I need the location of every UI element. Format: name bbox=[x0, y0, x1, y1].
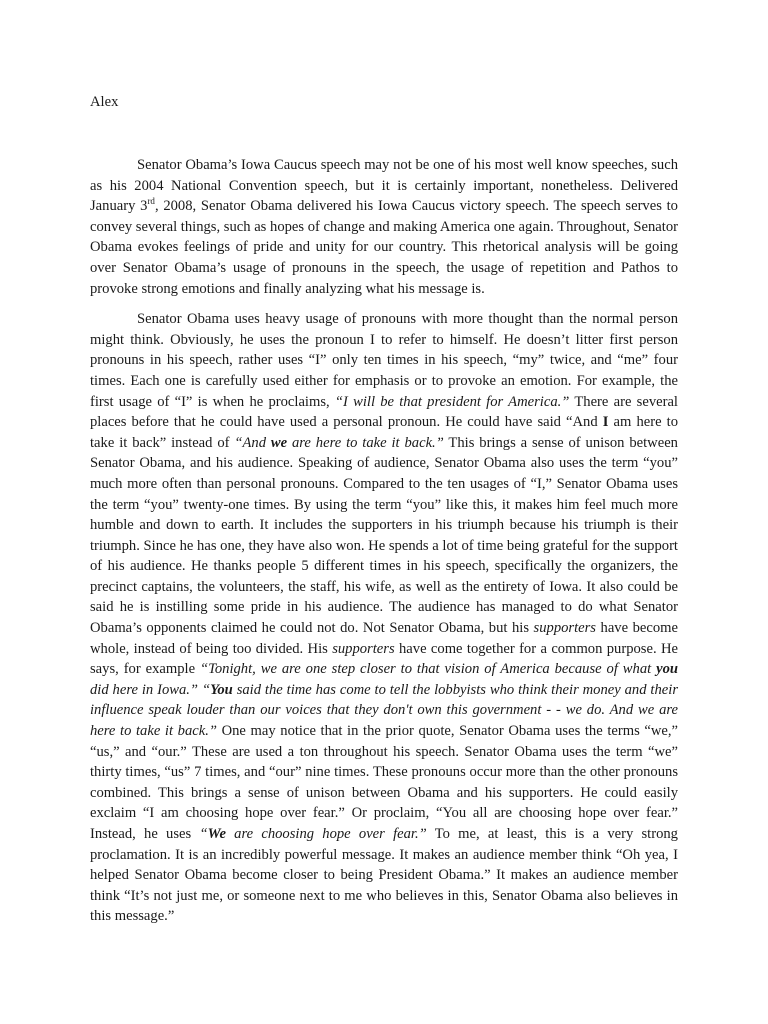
paragraph-2-text-7: One may notice that in the prior quote, Senator Obama uses the terms “we,” “us,” and “our.” These are used a ton throughout his speech. Senator Obama uses the term “we” thirty times, “us” 7 times, and “our” nine times. These pronouns occur more than the other pronouns combined. This brings a sense of unison between Obama and his supporters. He could easily exclaim “I am choosing hope over fear.” Or proclaim, “You all are choosing hope over fear.” Instead, he uses bbox=[90, 723, 678, 842]
paragraph-2-text-4: This brings a sense of unison between Senator Obama, and his audience. Speaking of audience, Senator Obama also uses the term “you” much more often than personal pronouns. Compared to the ten usages of “I,” Senator Obama uses the term “you” twenty-one times. By using the term “you” like this, it makes him feel much more humble and down to earth. It includes the supporters in his triumph because his triumph is their triumph. Since he has one, they have also won. He spends a lot of time being grateful for the support of his audience. He thanks people 5 different times in his speech, specifically the organizers, the precinct captains, the volunteers, the staff, his wife, as well as the entirety of Iowa. It also could be said he is instilling some pride in his audience. The audience has managed to do what Senator Obama’s opponents claimed he could not do. Not Senator Obama, but his bbox=[90, 434, 678, 637]
paragraph-2-text-2: There are several places before that he could have used a personal pronoun. He could have said “And bbox=[90, 393, 678, 431]
quote-vision-of-america-b: did here in Iowa.” “ bbox=[90, 681, 211, 698]
emphasis-supporters-1: supporters bbox=[533, 620, 596, 637]
quote-take-it-back-open: “And bbox=[234, 434, 271, 451]
paragraph-2-text-6: have come together for a common purpose. He says, for example bbox=[90, 640, 678, 678]
paragraph-1-text-a: Senator Obama’s Iowa Caucus speech may not be one of his most well know speeches, such as his 2004 National Convention speech, but it is certainly important, nonetheless. Delivered January 3 bbox=[90, 157, 678, 215]
quote-lobbyists: said the time has come to tell the lobbyists who think their money and their influence speak louder than our voices that they don't own this government - - we do. And we are here to take it back.” bbox=[90, 681, 678, 740]
quote-take-it-back-close: are here to take it back.” bbox=[287, 434, 444, 451]
paragraph-2-text-5: have become whole, instead of being too divided. His bbox=[90, 620, 678, 657]
quote-vision-of-america-a: “Tonight, we are one step closer to that vision of America because of what bbox=[199, 661, 657, 678]
quote-hope-over-fear-open: “ bbox=[199, 826, 208, 842]
paragraph-2-text-3: am here to take it back” instead of bbox=[90, 414, 678, 451]
paragraph-2-text-1: Senator Obama uses heavy usage of pronouns with more thought than the normal person might think. Obviously, he uses the pronoun I to refer to himself. He doesn’t litter first person pronouns in his speech, rather uses “I” only ten times in his speech, “my” twice, and “me” four times. Each one is carefully used either for emphasis or to provoke an emotion. For example, the first usage of “I” is when he proclaims, bbox=[90, 311, 678, 410]
paragraph-pronouns bbox=[90, 309, 678, 927]
ordinal-suffix: rd bbox=[147, 196, 155, 207]
paragraph-2-text-8: To me, at least, this is a very strong proclamation. It is an incredibly powerful message. It makes an audience member think “Oh yea, I helped Senator Obama become closer to being President Obama.” It makes an audience member think “It’s not just me, or someone next to me who believes in this, Senator Obama also believes in this message.” bbox=[90, 826, 678, 925]
quote-president-for-america: “I will be that president for America.” bbox=[334, 393, 570, 410]
essay-body bbox=[90, 155, 678, 937]
bold-pronoun-you-1: you bbox=[656, 661, 678, 678]
paragraph-1-text-b: , 2008, Senator Obama delivered his Iowa Caucus victory speech. The speech serves to convey several things, such as hopes of change and making America one again. Throughout, Senator Obama evokes feelings of pride and unity for our country. This rhetorical analysis will be going over Senator Obama’s usage of pronouns in the speech, the usage of repetition and Pathos to provoke strong emotions and finally analyzing what his message is. bbox=[90, 198, 678, 297]
bold-pronoun-you-2: You bbox=[210, 681, 233, 698]
bold-pronoun-we-2: We bbox=[207, 826, 226, 842]
author-name: Alex bbox=[90, 94, 119, 110]
bold-pronoun-i: I bbox=[602, 414, 609, 431]
emphasis-supporters-2: supporters bbox=[332, 640, 395, 657]
paragraph-introduction bbox=[90, 155, 678, 299]
bold-pronoun-we: we bbox=[270, 434, 288, 451]
quote-hope-over-fear-close: are choosing hope over fear.” bbox=[225, 826, 427, 842]
